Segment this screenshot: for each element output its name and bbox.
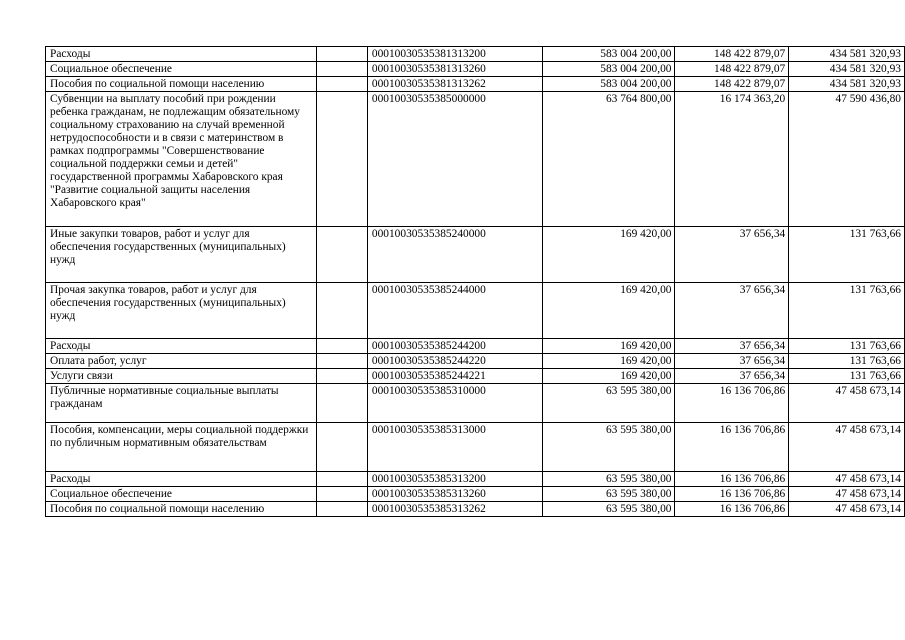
- row-done: 37 656,34: [675, 339, 789, 354]
- empty-cell: [317, 47, 368, 62]
- table-row: [46, 423, 905, 472]
- row-plan: 169 420,00: [543, 283, 675, 339]
- budget-table-body: [46, 47, 905, 517]
- row-code: 00010030535381313262: [367, 77, 542, 92]
- row-done: 16 136 706,86: [675, 423, 789, 472]
- row-code: 00010030535385310000: [367, 384, 542, 423]
- row-name: Расходы: [46, 472, 317, 487]
- row-plan: 169 420,00: [543, 354, 675, 369]
- row-code: 00010030535385244000: [367, 283, 542, 339]
- row-code: 00010030535385313200: [367, 472, 542, 487]
- row-left: 47 458 673,14: [789, 384, 905, 423]
- table-row: [46, 369, 905, 384]
- empty-cell: [317, 369, 368, 384]
- row-code: 00010030535385240000: [367, 227, 542, 283]
- table-row: [46, 283, 905, 339]
- row-left: 131 763,66: [789, 283, 905, 339]
- row-plan: 63 764 800,00: [543, 92, 675, 227]
- table-row: [46, 227, 905, 283]
- row-done: 16 174 363,20: [675, 92, 789, 227]
- row-code: 00010030535385000000: [367, 92, 542, 227]
- table-row: [46, 92, 905, 227]
- row-plan: 169 420,00: [543, 369, 675, 384]
- budget-table: [45, 46, 905, 517]
- row-code: 00010030535385244221: [367, 369, 542, 384]
- row-plan: 583 004 200,00: [543, 77, 675, 92]
- row-code: 00010030535385313260: [367, 487, 542, 502]
- row-left: 47 458 673,14: [789, 502, 905, 517]
- row-plan: 169 420,00: [543, 339, 675, 354]
- row-code: 00010030535385244220: [367, 354, 542, 369]
- empty-cell: [317, 423, 368, 472]
- row-name: Пособия, компенсации, меры социальной поддержки по публичным нормативным обязательствам: [46, 423, 317, 472]
- row-left: 47 458 673,14: [789, 423, 905, 472]
- row-left: 131 763,66: [789, 369, 905, 384]
- row-name: Публичные нормативные социальные выплаты гражданам: [46, 384, 317, 423]
- row-plan: 169 420,00: [543, 227, 675, 283]
- row-name: Социальное обеспечение: [46, 62, 317, 77]
- table-row: [46, 77, 905, 92]
- row-done: 16 136 706,86: [675, 487, 789, 502]
- row-left: 434 581 320,93: [789, 77, 905, 92]
- row-name: Пособия по социальной помощи населению: [46, 502, 317, 517]
- empty-cell: [317, 283, 368, 339]
- row-left: 47 458 673,14: [789, 472, 905, 487]
- row-done: 16 136 706,86: [675, 384, 789, 423]
- row-done: 37 656,34: [675, 369, 789, 384]
- table-row: [46, 47, 905, 62]
- row-code: 00010030535381313260: [367, 62, 542, 77]
- row-done: 37 656,34: [675, 227, 789, 283]
- row-done: 148 422 879,07: [675, 77, 789, 92]
- empty-cell: [317, 472, 368, 487]
- row-name: Социальное обеспечение: [46, 487, 317, 502]
- row-left: 47 458 673,14: [789, 487, 905, 502]
- row-name: Субвенции на выплату пособий при рождении ребенка гражданам, не подлежащим обязательному социальному страхованию на случай временной нетрудоспособности и в связи с материнством в рамках подпрограммы "Совершенствование социальной поддержки семьи и детей" государственной программы Хабаровского края "Развитие социальной защиты населения Хабаровского края": [46, 92, 317, 227]
- empty-cell: [317, 77, 368, 92]
- row-name: Расходы: [46, 339, 317, 354]
- row-done: 16 136 706,86: [675, 472, 789, 487]
- table-row: [46, 384, 905, 423]
- row-left: 434 581 320,93: [789, 47, 905, 62]
- row-done: 16 136 706,86: [675, 502, 789, 517]
- row-left: 131 763,66: [789, 227, 905, 283]
- row-plan: 583 004 200,00: [543, 47, 675, 62]
- empty-cell: [317, 502, 368, 517]
- row-code: 00010030535385313000: [367, 423, 542, 472]
- row-code: 00010030535381313200: [367, 47, 542, 62]
- table-row: [46, 339, 905, 354]
- empty-cell: [317, 384, 368, 423]
- row-plan: 63 595 380,00: [543, 502, 675, 517]
- empty-cell: [317, 227, 368, 283]
- table-row: [46, 354, 905, 369]
- row-plan: 63 595 380,00: [543, 384, 675, 423]
- table-row: [46, 62, 905, 77]
- row-name: Прочая закупка товаров, работ и услуг для обеспечения государственных (муниципальных) нужд: [46, 283, 317, 339]
- row-plan: 63 595 380,00: [543, 487, 675, 502]
- row-left: 131 763,66: [789, 339, 905, 354]
- row-done: 37 656,34: [675, 354, 789, 369]
- empty-cell: [317, 62, 368, 77]
- row-code: 00010030535385244200: [367, 339, 542, 354]
- row-code: 00010030535385313262: [367, 502, 542, 517]
- empty-cell: [317, 92, 368, 227]
- empty-cell: [317, 354, 368, 369]
- table-row: [46, 472, 905, 487]
- row-name: Расходы: [46, 47, 317, 62]
- empty-cell: [317, 339, 368, 354]
- row-plan: 583 004 200,00: [543, 62, 675, 77]
- row-plan: 63 595 380,00: [543, 472, 675, 487]
- row-left: 131 763,66: [789, 354, 905, 369]
- table-row: [46, 502, 905, 517]
- row-name: Пособия по социальной помощи населению: [46, 77, 317, 92]
- row-plan: 63 595 380,00: [543, 423, 675, 472]
- row-done: 148 422 879,07: [675, 47, 789, 62]
- row-left: 434 581 320,93: [789, 62, 905, 77]
- row-name: Иные закупки товаров, работ и услуг для обеспечения государственных (муниципальных) нужд: [46, 227, 317, 283]
- row-left: 47 590 436,80: [789, 92, 905, 227]
- row-name: Оплата работ, услуг: [46, 354, 317, 369]
- table-row: [46, 487, 905, 502]
- row-name: Услуги связи: [46, 369, 317, 384]
- row-done: 148 422 879,07: [675, 62, 789, 77]
- empty-cell: [317, 487, 368, 502]
- row-done: 37 656,34: [675, 283, 789, 339]
